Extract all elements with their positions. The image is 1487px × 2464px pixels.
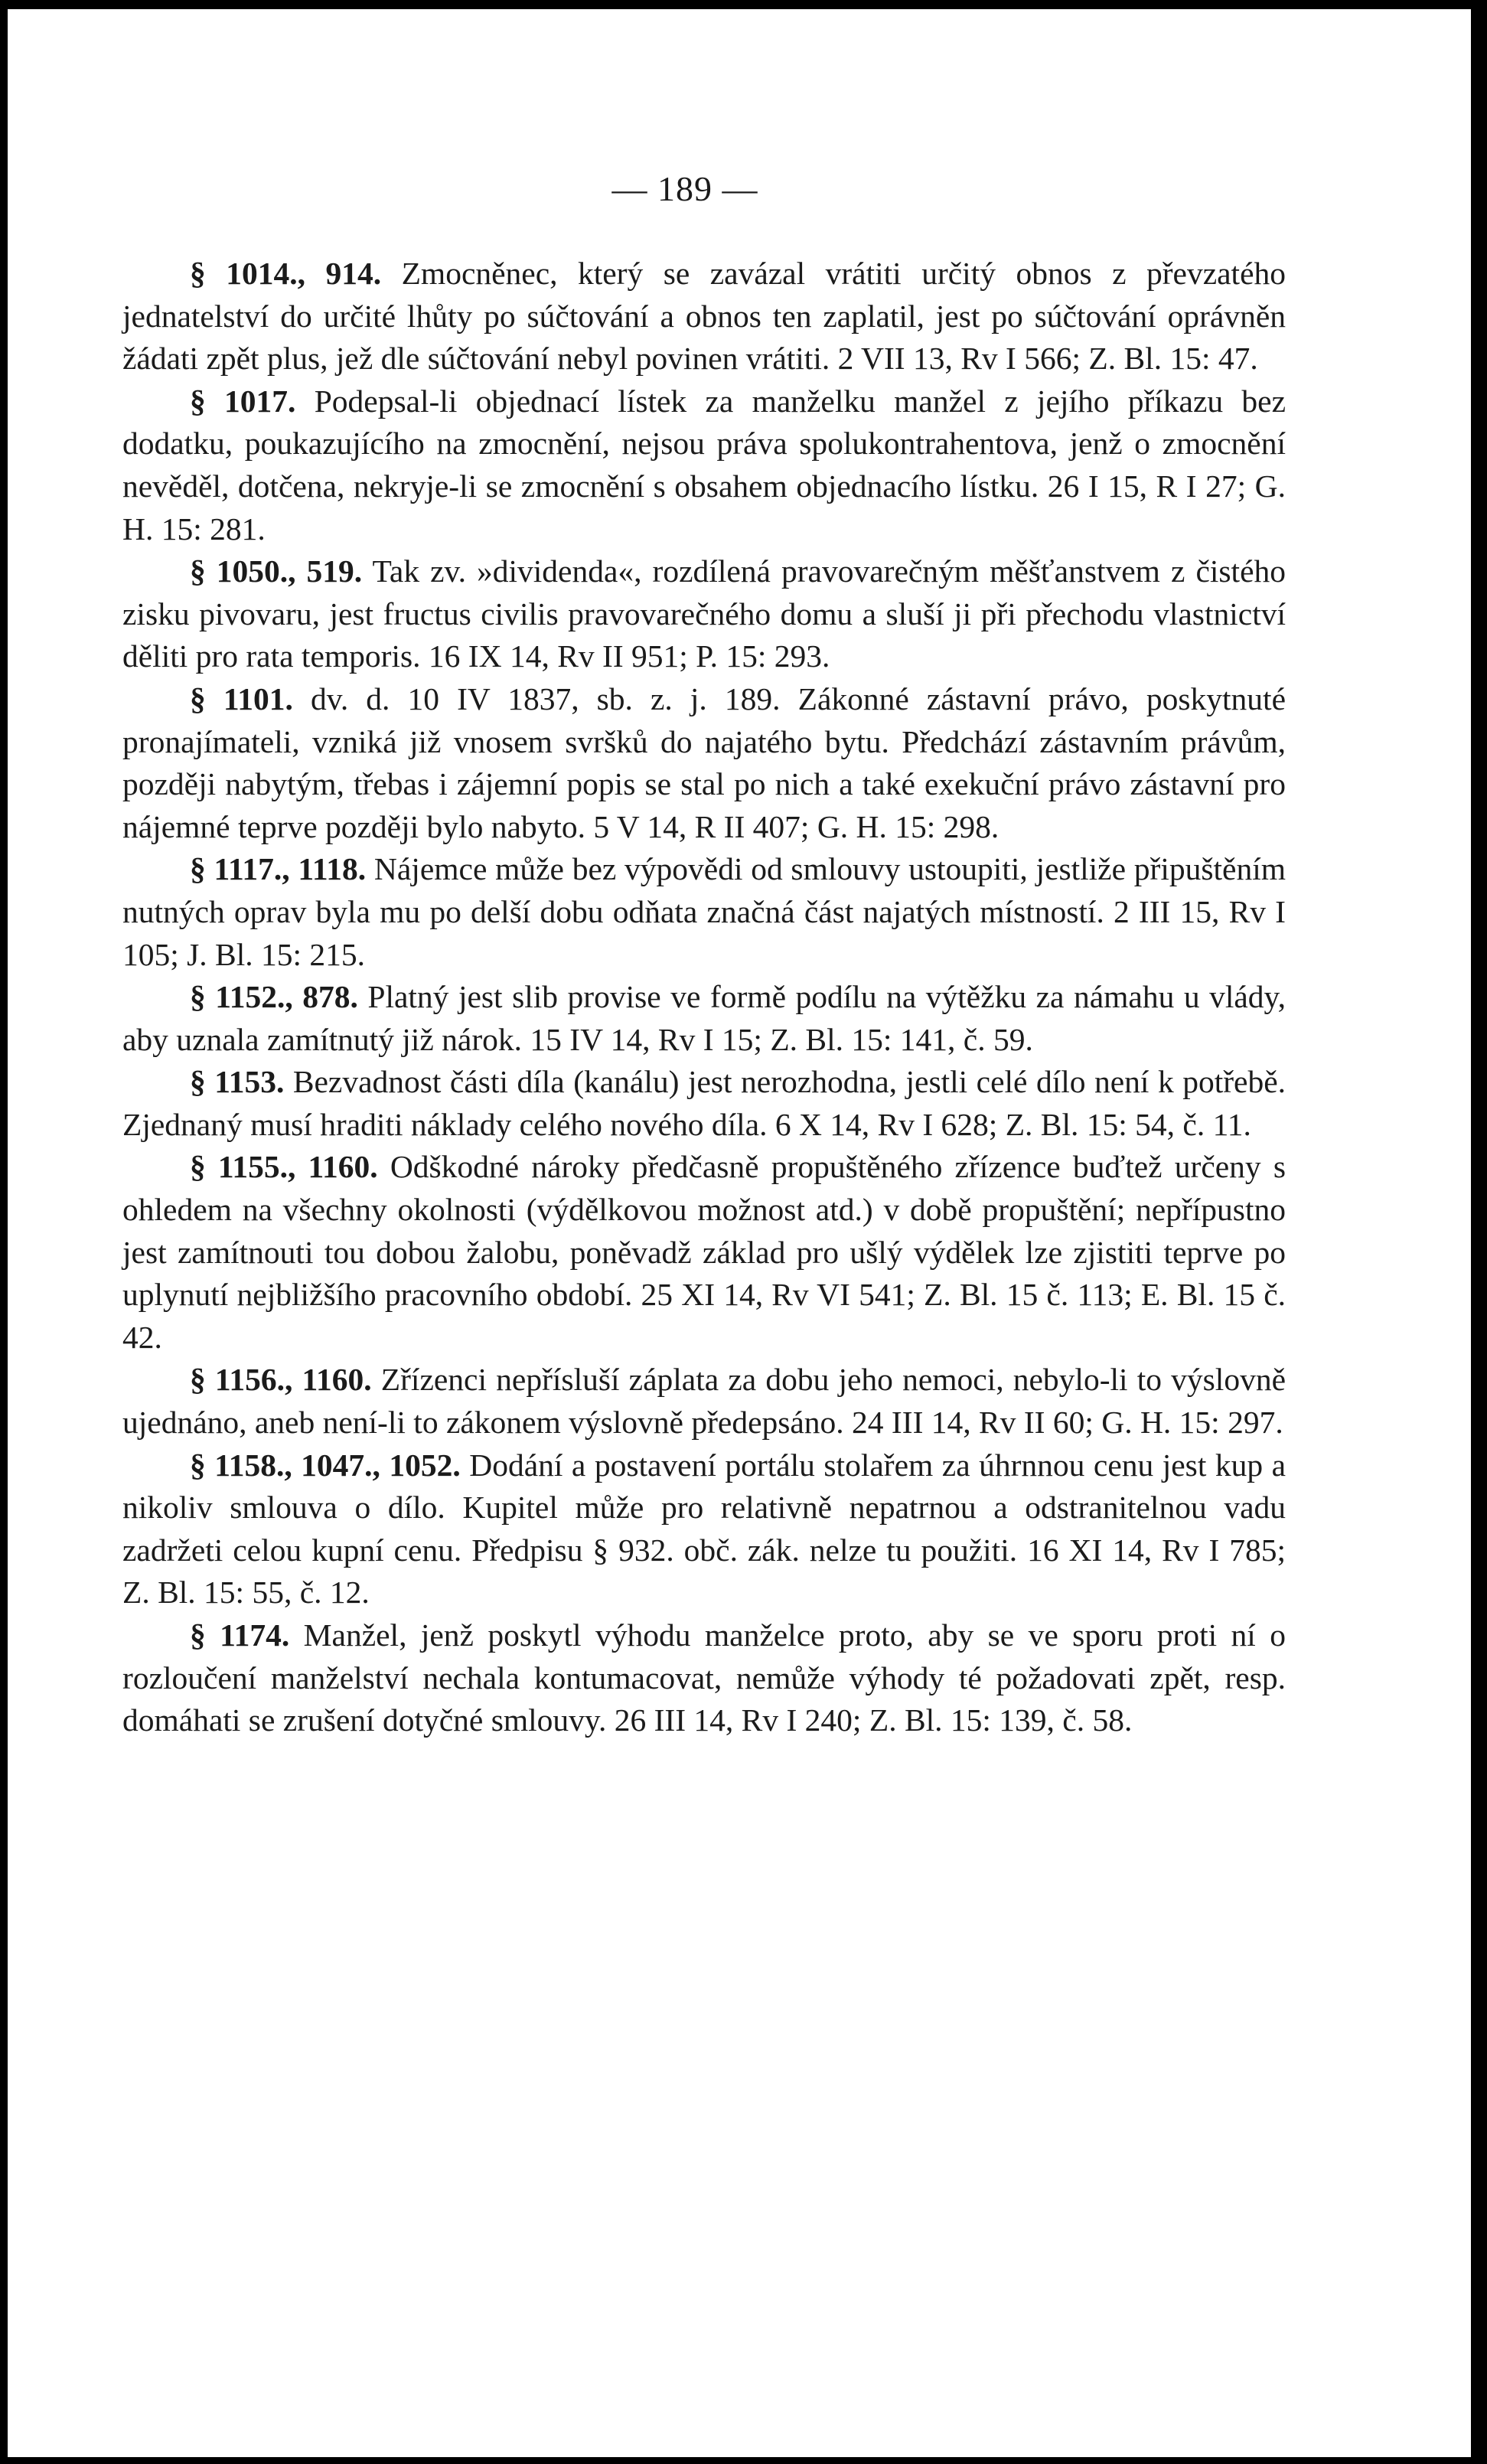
paragraph-reference: § 1158., 1047., 1052.	[190, 1447, 461, 1483]
decision-entry	[122, 1444, 1286, 1614]
paragraph-reference: § 1153.	[190, 1064, 285, 1100]
decision-entry	[122, 848, 1286, 976]
decision-text: Dodání a postavení portálu stolařem za úhrnnou cenu jest kup a nikoliv smlouva o dílo. Kupitel může pro relativně nepatrnou a odstranitelnou vadu zadržeti celou kupní cenu. Předpisu § 932. obč. zák. nelze tu použiti. 16 XI 14, Rv I 785; Z. Bl. 15: 55, č. 12.	[122, 1447, 1286, 1611]
decisions-list	[122, 253, 1286, 1742]
decision-text: Bezvadnost části díla (kanálu) jest nerozhodna, jestli celé dílo není k potřebě. Zjednaný musí hraditi náklady celého nového díla. 6 X 14, Rv I 628; Z. Bl. 15: 54, č. 11.	[122, 1064, 1286, 1142]
paragraph-reference: § 1017.	[190, 383, 296, 419]
paragraph-reference: § 1174.	[190, 1617, 290, 1653]
decision-text: Podepsal-li objednací lístek za manželku manžel z jejího příkazu bez dodatku, poukazujícího na zmocnění, nejsou práva spolukontrahentova, jenž o zmocnění nevěděl, dotčena, nekryje-li se zmocnění s obsahem objednacího lístku. 26 I 15, R I 27; G. H. 15: 281.	[122, 383, 1286, 547]
decision-entry	[122, 380, 1286, 550]
decision-text: Manžel, jenž poskytl výhodu manželce proto, aby se ve sporu proti ní o rozloučení manželství nechala kontumacovat, nemůže výhody té požadovati zpět, resp. domáhati se zrušení dotyčné smlouvy. 26 III 14, Rv I 240; Z. Bl. 15: 139, č. 58.	[122, 1617, 1286, 1738]
paragraph-reference: § 1155., 1160.	[190, 1149, 378, 1185]
decision-text: Nájemce může bez výpovědi od smlouvy ustoupiti, jestliže připuštěním nutných oprav byla mu po delší dobu odňata značná část najatých místností. 2 III 15, Rv I 105; J. Bl. 15: 215.	[122, 851, 1286, 972]
paragraph-reference: § 1014., 914.	[190, 256, 382, 291]
decision-entry	[122, 1061, 1286, 1146]
decision-entry	[122, 1359, 1286, 1444]
page-number: — 189 —	[611, 169, 758, 208]
document-page	[8, 9, 1471, 2457]
decision-entry	[122, 1614, 1286, 1742]
decision-text: Tak zv. »dividenda«, rozdílená pravovarečným měšťanstvem z čistého zisku pivovaru, jest fructus civilis pravovarečného domu a sluší ji při přechodu vlastnictví děliti pro rata temporis. 16 IX 14, Rv II 951; P. 15: 293.	[122, 553, 1286, 674]
decision-text: Zmocněnec, který se zavázal vrátiti určitý obnos z převzatého jednatelství do určité lhůty po súčtování a obnos ten zaplatil, jest po súčtování oprávněn žádati zpět plus, jež dle súčtování nebyl povinen vrátiti. 2 VII 13, Rv I 566; Z. Bl. 15: 47.	[122, 256, 1286, 377]
decision-entry	[122, 976, 1286, 1061]
paragraph-reference: § 1050., 519.	[190, 553, 363, 589]
decision-text: Platný jest slib provise ve formě podílu na výtěžku za námahu u vlády, aby uznala zamítnutý již nárok. 15 IV 14, Rv I 15; Z. Bl. 15: 141, č. 59.	[122, 979, 1286, 1057]
decision-text: Odškodné nároky předčasně propuštěného zřízence buďtež určeny s ohledem na všechny okolnosti (výdělkovou možnost atd.) v době propuštění; nepřípustno jest zamítnouti tou dobou žalobu, poněvadž základ pro ušlý výdělek lze zjistiti teprve po uplynutí nejbližšího pracovního období. 25 XI 14, Rv VI 541; Z. Bl. 15 č. 113; E. Bl. 15 č. 42.	[122, 1149, 1286, 1355]
decision-entry	[122, 550, 1286, 678]
decision-entry	[122, 678, 1286, 848]
decision-entry	[122, 1146, 1286, 1359]
paragraph-reference: § 1156., 1160.	[190, 1362, 372, 1398]
decision-text: Zřízenci nepřísluší záplata za dobu jeho nemoci, nebylo-li to výslovně ujednáno, aneb není-li to zákonem výslovně předepsáno. 24 III 14, Rv II 60; G. H. 15: 297.	[122, 1362, 1286, 1441]
paragraph-reference: § 1117., 1118.	[190, 851, 367, 887]
decision-text: dv. d. 10 IV 1837, sb. z. j. 189. Zákonné zástavní právo, poskytnuté pronajímateli, vzniká již vnosem svršků do najatého bytu. Předchází zástavním právům, později nabytým, třebas i zájemní popis se stal po nich a také exekuční právo zástavní pro nájemné teprve později bylo nabyto. 5 V 14, R II 407; G. H. 15: 298.	[122, 680, 1286, 844]
decision-entry	[122, 253, 1286, 380]
paragraph-reference: § 1101.	[190, 680, 293, 716]
paragraph-reference: § 1152., 878.	[190, 979, 358, 1015]
